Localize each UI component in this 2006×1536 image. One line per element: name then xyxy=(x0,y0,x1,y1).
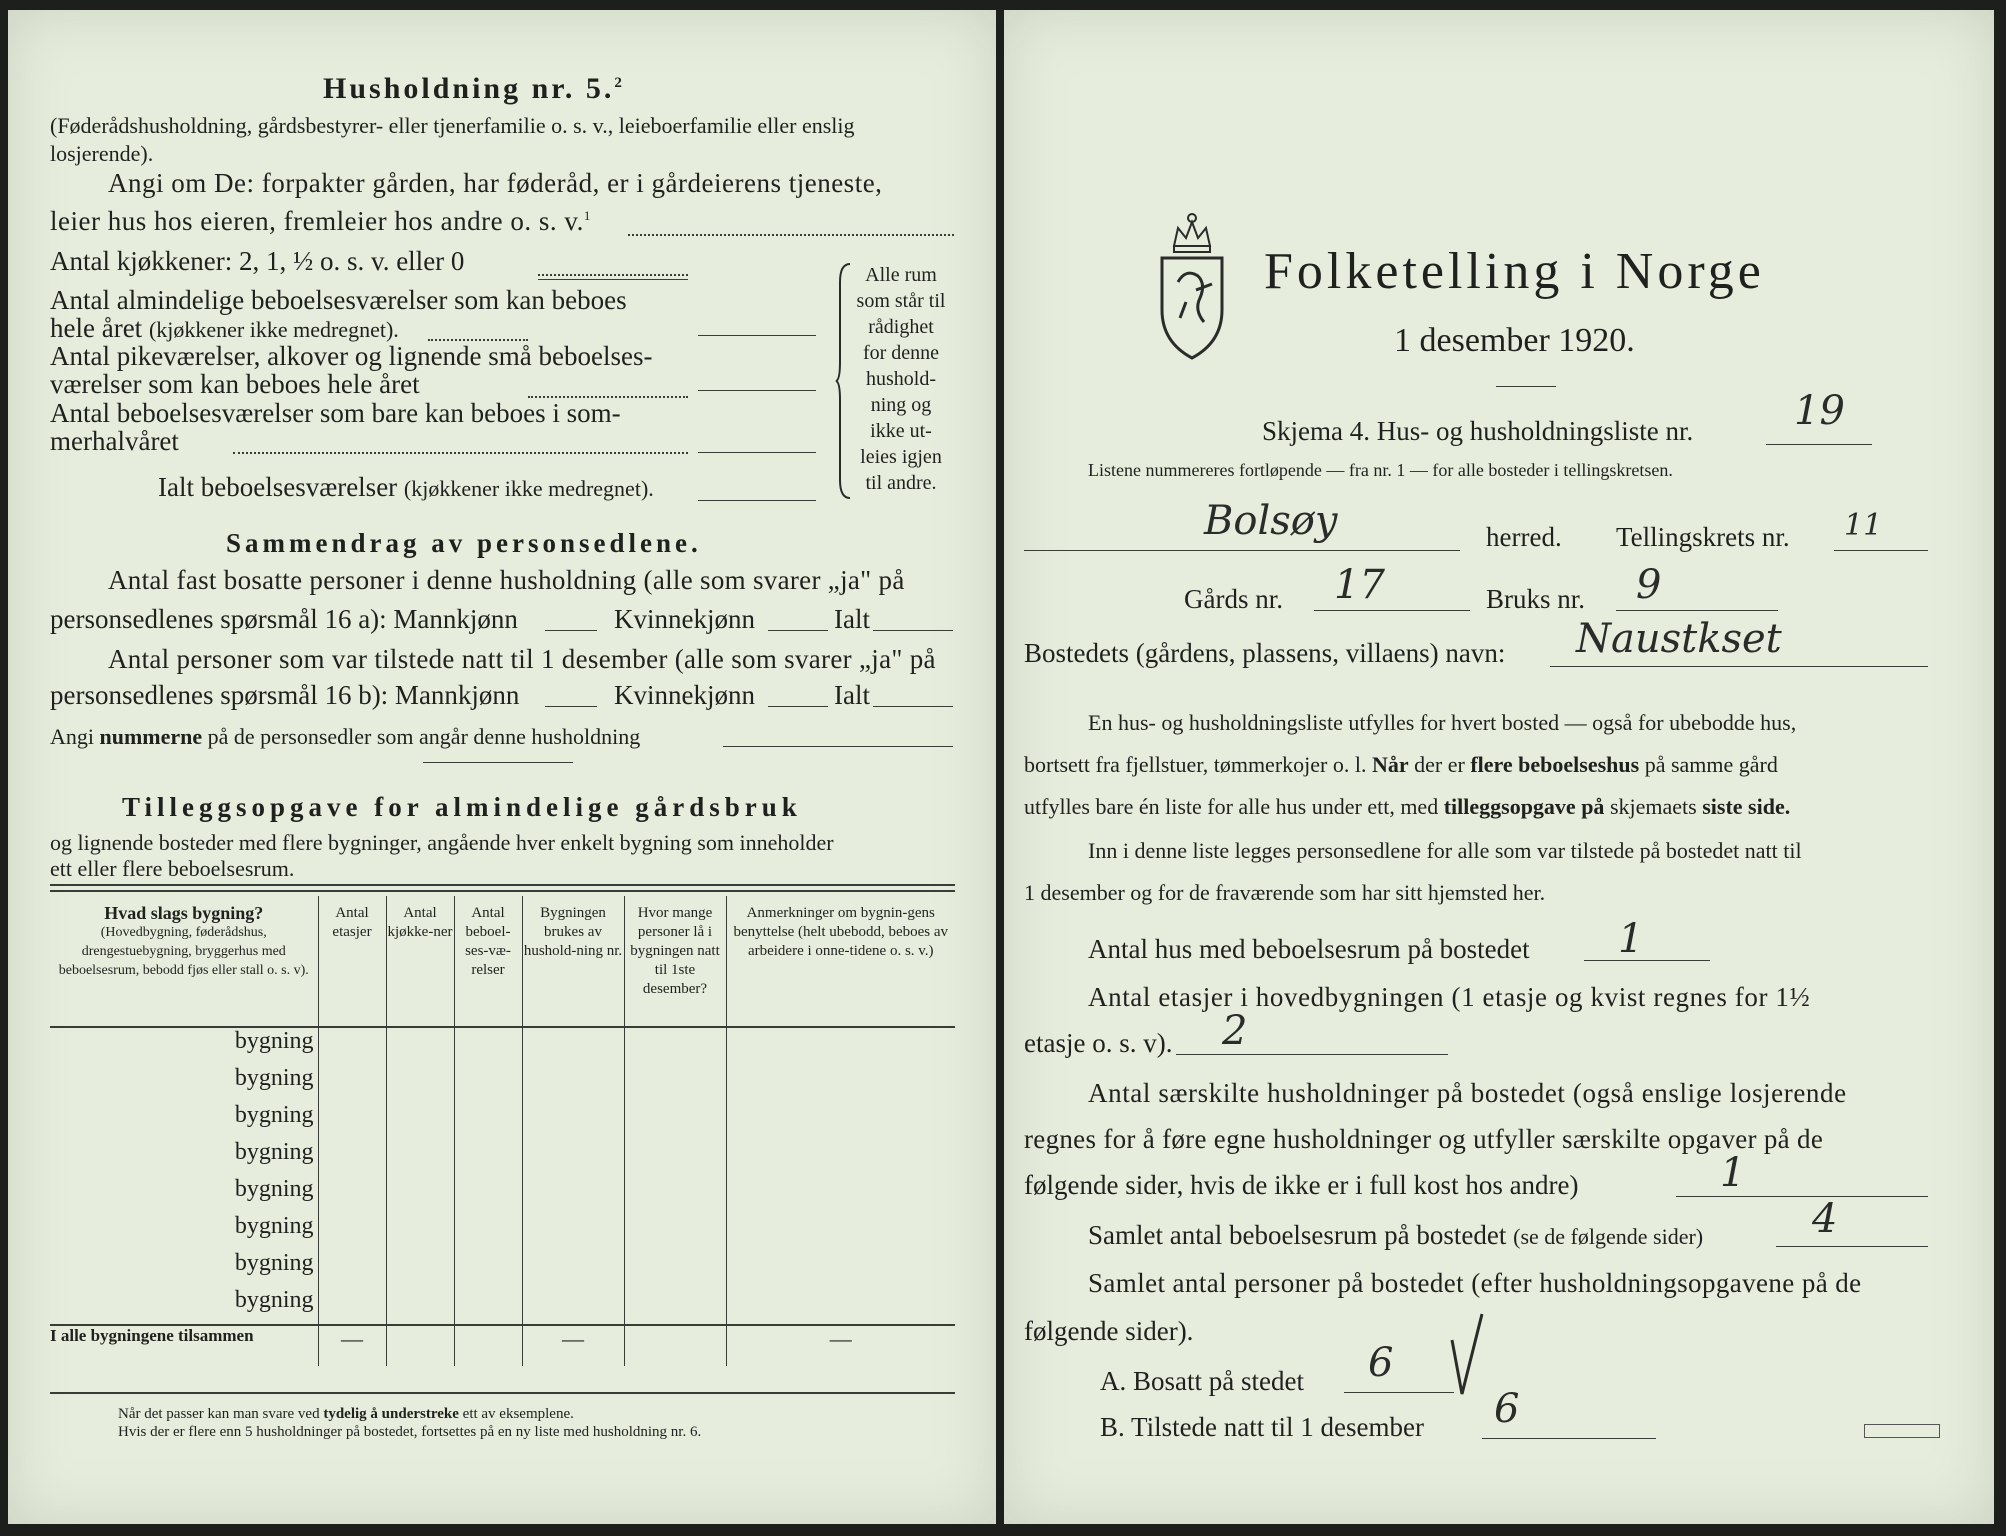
instructions-line-1: En hus- og husholdningsliste utfylles for hvert bosted — også for ubebodde hus, xyxy=(1088,710,1797,735)
floors-label-2: etasje o. s. v). xyxy=(1024,1028,1173,1058)
table-bottom-rule xyxy=(50,1392,955,1394)
present-persons-l2: personsedlenes spørsmål 16 b): Mannkjønn xyxy=(50,680,520,710)
table-row[interactable] xyxy=(50,1213,955,1250)
summer-rooms-dots xyxy=(233,452,688,454)
resident-field[interactable] xyxy=(1344,1392,1454,1393)
permanent-total-field[interactable] xyxy=(873,630,953,631)
census-title: Folketelling i Norge xyxy=(1264,243,1765,300)
present-total-field[interactable] xyxy=(873,706,953,707)
permanent-total-label: Ialt xyxy=(834,604,870,634)
present-persons-l1: Antal personer som var tilstede natt til 1 desember (alle som svarer „ja" på xyxy=(108,644,936,674)
row-label: bygning xyxy=(234,1250,314,1276)
col-rooms-header: Antal beboel-ses-væ-relser xyxy=(454,896,522,1027)
total-rooms-field-r[interactable] xyxy=(1776,1246,1928,1247)
col-building-type-header: Hvad slags bygning? (Hovedbygning, føderådshus, drengestuebygning, bryggerhus med beboelsesrum, bebodd fjøs eller stall o. s. v). xyxy=(50,896,318,1027)
col-kitchens-header: Antal kjøkke-ner xyxy=(386,896,454,1027)
permanent-male-field[interactable] xyxy=(545,630,597,631)
total-row-label: I alle bygningene tilsammen xyxy=(50,1325,318,1366)
row-label: bygning xyxy=(234,1287,314,1313)
kitchens-dots xyxy=(538,274,688,276)
rooms-field[interactable] xyxy=(698,335,816,336)
households-field[interactable] xyxy=(1676,1196,1928,1197)
household-title: Husholdning nr. 5.$^2$ xyxy=(323,72,625,105)
households-value: 1 xyxy=(1720,1150,1746,1196)
maid-rooms-label-1: Antal pikeværelser, alkover og lignende små beboelses- xyxy=(50,341,653,371)
right-page xyxy=(1004,10,1994,1524)
present-field[interactable] xyxy=(1482,1438,1656,1439)
census-date: 1 desember 1920. xyxy=(1394,322,1635,359)
footnote-1: Når det passer kan man svare ved tydelig å understreke ett av eksemplene. xyxy=(118,1406,574,1422)
maid-rooms-field[interactable] xyxy=(698,390,816,391)
herred-value: Bolsøy xyxy=(1204,498,1338,544)
maid-rooms-label-2: værelser som kan beboes hele året xyxy=(50,369,420,399)
gards-field[interactable] xyxy=(1314,610,1470,611)
total-rooms-value: 4 xyxy=(1812,1196,1838,1242)
bruks-field[interactable] xyxy=(1616,610,1778,611)
resident-value: 6 xyxy=(1368,1340,1394,1386)
farm-subtitle-2: ett eller flere beboelsesrum. xyxy=(50,856,295,881)
resident-label: A. Bosatt på stedet xyxy=(1100,1366,1304,1396)
table-total-row[interactable] xyxy=(50,1325,955,1366)
herred-field[interactable] xyxy=(1024,550,1460,551)
farm-title: Tilleggsopgave for almindelige gårdsbruk xyxy=(122,792,802,822)
summer-rooms-field[interactable] xyxy=(698,452,816,453)
coat-of-arms-icon xyxy=(1156,206,1228,366)
row-label: bygning xyxy=(234,1139,314,1165)
gards-value: 17 xyxy=(1334,562,1385,608)
permanent-female-field[interactable] xyxy=(768,630,828,631)
table-top-rule-2 xyxy=(50,890,955,892)
checkmark-icon xyxy=(1448,1310,1488,1400)
floors-value: 2 xyxy=(1222,1008,1248,1054)
houses-field[interactable] xyxy=(1584,960,1710,961)
total-remarks-dash: — xyxy=(726,1325,955,1366)
person-numbers-field[interactable] xyxy=(723,746,953,747)
rooms-label-2: hele året (kjøkkener ikke medregnet). xyxy=(50,313,399,343)
houses-label: Antal hus med beboelsesrum på bostedet xyxy=(1088,934,1530,964)
households-label-1: Antal særskilte husholdninger på bostedet (også enslige losjerende xyxy=(1088,1078,1847,1108)
tellingskrets-value: 11 xyxy=(1844,508,1883,543)
list-note: Listene nummereres fortløpende — fra nr. 1 — for alle bosteder i tellingskretsen. xyxy=(1088,460,1673,480)
rooms-label-1: Antal almindelige beboelsesværelser som kan beboes xyxy=(50,285,627,315)
table-row[interactable] xyxy=(50,1287,955,1325)
summer-rooms-label-1: Antal beboelsesværelser som bare kan beboes i som- xyxy=(50,398,621,428)
present-value: 6 xyxy=(1494,1386,1520,1432)
total-rooms-label: Ialt beboelsesværelser (kjøkkener ikke medregnet). xyxy=(158,472,654,502)
floors-field[interactable] xyxy=(1176,1054,1448,1055)
households-label-2: regnes for å føre egne husholdninger og utfyller særskilte opgaver på de xyxy=(1024,1124,1824,1154)
herred-label: herred. xyxy=(1486,522,1562,552)
bruks-label: Bruks nr. xyxy=(1486,584,1586,614)
left-page xyxy=(8,10,996,1524)
table-row[interactable] xyxy=(50,1250,955,1287)
footnote-2: Hvis der er flere enn 5 husholdninger på bostedet, fortsettes på en ny liste med husholdning nr. 6. xyxy=(118,1424,702,1440)
schema-nr-field[interactable] xyxy=(1766,444,1872,445)
table-top-rule xyxy=(50,884,955,886)
title-rule xyxy=(1496,386,1556,387)
permanent-female-label: Kvinnekjønn xyxy=(614,604,755,634)
building-table xyxy=(50,896,955,1366)
brace-note: Alle rum som står til rådighet for denne hushold- ning og ikke ut- leies igjen til andre. xyxy=(856,264,946,494)
row-label: bygning xyxy=(234,1176,314,1202)
present-female-label: Kvinnekjønn xyxy=(614,680,755,710)
angi-line2: leier hus hos eieren, fremleier hos andre o. s. v.$^1$ xyxy=(50,206,591,236)
permanent-residents-l1: Antal fast bosatte personer i denne husholdning (alle som svarer „ja" på xyxy=(108,565,905,595)
total-rooms-label-r: Samlet antal beboelsesrum på bostedet (se de følgende sider) xyxy=(1088,1220,1704,1250)
table-row[interactable] xyxy=(50,1102,955,1139)
angi-line1: Angi om De: forpakter gården, har føderåd, er i gårdeierens tjeneste, xyxy=(108,168,883,198)
table-row[interactable] xyxy=(50,1065,955,1102)
row-label: bygning xyxy=(234,1065,314,1091)
bosted-label: Bostedets (gårdens, plassens, villaens) navn: xyxy=(1024,638,1506,668)
permanent-residents-l2: personsedlenes spørsmål 16 a): Mannkjønn xyxy=(50,604,518,634)
printer-stamp xyxy=(1864,1424,1940,1438)
present-label: B. Tilstede natt til 1 desember xyxy=(1100,1412,1424,1442)
table-row[interactable] xyxy=(50,1139,955,1176)
present-female-field[interactable] xyxy=(768,706,828,707)
col-remarks-header: Anmerkninger om bygnin-gens benyttelse (helt ubebodd, beboes av arbeidere i onne-tidene o. s. v.) xyxy=(726,896,955,1027)
total-rooms-field[interactable] xyxy=(698,500,816,501)
schema-nr-value: 19 xyxy=(1794,388,1845,434)
instructions-line-3: utfylles bare én liste for alle hus under ett, med tilleggsopgave på skjemaets siste side. xyxy=(1024,794,1791,819)
table-row[interactable] xyxy=(50,1176,955,1213)
row-label: bygning xyxy=(234,1213,314,1239)
kitchens-label: Antal kjøkkener: 2, 1, ½ o. s. v. eller 0 xyxy=(50,246,465,276)
present-total-label: Ialt xyxy=(834,680,870,710)
persons-label-2: følgende sider). xyxy=(1024,1316,1194,1346)
summer-rooms-label-2: merhalvåret xyxy=(50,426,179,456)
total-household-dash: — xyxy=(522,1325,624,1366)
instructions-line-5: 1 desember og for de fraværende som har sitt hjemsted her. xyxy=(1024,880,1546,905)
table-row[interactable] xyxy=(50,1027,955,1065)
person-numbers-label: Angi nummerne på de personsedler som angår denne husholdning xyxy=(50,724,641,749)
floors-label-1: Antal etasjer i hovedbygningen (1 etasje og kvist regnes for 1½ xyxy=(1088,982,1811,1012)
instructions-line-2: bortsett fra fjellstuer, tømmerkojer o. l. Når der er flere beboelseshus på samme gård xyxy=(1024,752,1778,777)
col-household-header: Bygningen brukes av hushold-ning nr. xyxy=(522,896,624,1027)
bosted-value: Naustkset xyxy=(1576,616,1782,662)
persons-label-1: Samlet antal personer på bostedet (efter husholdningsopgavene på de xyxy=(1088,1268,1862,1298)
separator-rule xyxy=(423,762,573,763)
instructions-line-4: Inn i denne liste legges personsedlene for alle som var tilstede på bostedet natt til xyxy=(1088,838,1802,863)
farm-subtitle-1: og lignende bosteder med flere bygninger, angående hver enkelt bygning som inneholder xyxy=(50,830,834,855)
row-label: bygning xyxy=(234,1102,314,1128)
bruks-value: 9 xyxy=(1636,562,1662,608)
col-floors-header: Antal etasjer xyxy=(318,896,386,1027)
kitchens-field[interactable] xyxy=(538,279,688,280)
summary-title: Sammendrag av personsedlene. xyxy=(226,528,702,558)
angi-answer-line[interactable] xyxy=(628,234,954,236)
bosted-field[interactable] xyxy=(1550,666,1928,667)
col-persons-header: Hvor mange personer lå i bygningen natt til 1ste desember? xyxy=(624,896,726,1027)
household-note: (Føderådshusholdning, gårdsbestyrer- eller tjenerfamilie o. s. v., leieboerfamilie eller enslig losjerende). xyxy=(50,113,855,166)
households-label-3: følgende sider, hvis de ikke er i full kost hos andre) xyxy=(1024,1170,1579,1200)
total-floors-dash: — xyxy=(318,1325,386,1366)
schema-label: Skjema 4. Hus- og husholdningsliste nr. xyxy=(1262,416,1694,446)
houses-value: 1 xyxy=(1618,916,1644,962)
row-label: bygning xyxy=(234,1028,314,1054)
gards-label: Gårds nr. xyxy=(1184,584,1283,614)
present-male-field[interactable] xyxy=(545,706,597,707)
tellingskrets-field[interactable] xyxy=(1834,550,1928,551)
tellingskrets-label: Tellingskrets nr. xyxy=(1616,522,1790,552)
